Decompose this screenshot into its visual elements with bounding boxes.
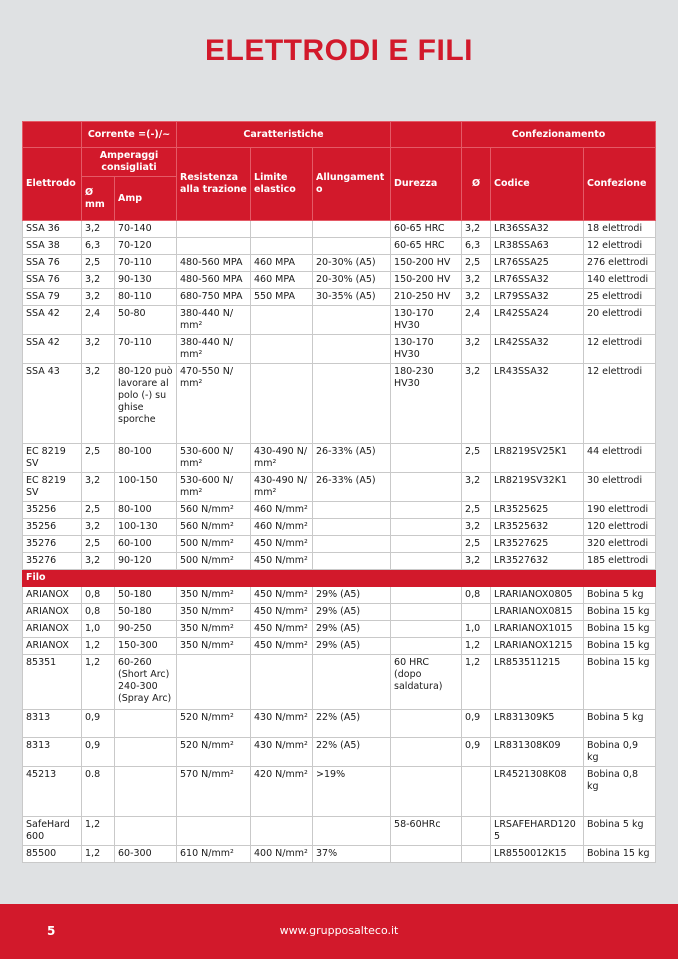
cell-dur: 150-200 HV xyxy=(391,272,462,289)
cell-d: 1,0 xyxy=(82,621,115,638)
cell-conf: Bobina 0,9 kg xyxy=(584,738,656,767)
cell-conf: Bobina 0,8 kg xyxy=(584,767,656,817)
cell-amp: 80-120 può lavorare al polo (-) su ghise sporche xyxy=(115,364,177,444)
cell-cod: LR42SSA24 xyxy=(491,306,584,335)
cell-d2: 3,2 xyxy=(462,473,491,502)
cell-res: 520 N/mm² xyxy=(177,738,251,767)
cell-name: 85351 xyxy=(23,655,82,710)
cell-lim: 460 MPA xyxy=(251,272,313,289)
cell-d2 xyxy=(462,604,491,621)
cell-d2: 3,2 xyxy=(462,519,491,536)
cell-lim: 430 N/mm² xyxy=(251,710,313,738)
cell-conf: Bobina 15 kg xyxy=(584,655,656,710)
cell-dur xyxy=(391,519,462,536)
cell-name: SSA 43 xyxy=(23,364,82,444)
cell-d2 xyxy=(462,817,491,846)
cell-dur: 60-65 HRC xyxy=(391,221,462,238)
cell-d2 xyxy=(462,767,491,817)
cell-lim: 450 N/mm² xyxy=(251,638,313,655)
cell-res xyxy=(177,221,251,238)
cell-name: SSA 36 xyxy=(23,221,82,238)
header-caratteristiche: Caratteristiche xyxy=(177,122,391,148)
cell-all: 26-33% (A5) xyxy=(313,473,391,502)
cell-amp: 80-100 xyxy=(115,502,177,519)
cell-amp: 70-120 xyxy=(115,238,177,255)
header-corrente: Corrente =(-)/~ xyxy=(82,122,177,148)
cell-all: 29% (A5) xyxy=(313,587,391,604)
table-row xyxy=(23,255,656,272)
cell-cod: LR38SSA63 xyxy=(491,238,584,255)
cell-amp xyxy=(115,738,177,767)
cell-name: SSA 38 xyxy=(23,238,82,255)
cell-all: 29% (A5) xyxy=(313,604,391,621)
cell-amp xyxy=(115,710,177,738)
cell-cod: LR43SSA32 xyxy=(491,364,584,444)
cell-conf: 12 elettrodi xyxy=(584,335,656,364)
cell-lim: 430-490 N/ mm² xyxy=(251,444,313,473)
cell-res: 520 N/mm² xyxy=(177,710,251,738)
cell-d2: 1,2 xyxy=(462,655,491,710)
table-row xyxy=(23,238,656,255)
cell-lim xyxy=(251,221,313,238)
cell-conf: Bobina 15 kg xyxy=(584,638,656,655)
cell-dur xyxy=(391,604,462,621)
cell-cod: LR853511215 xyxy=(491,655,584,710)
footer-bar xyxy=(0,904,678,959)
cell-d: 3,2 xyxy=(82,553,115,570)
cell-name: ARIANOX xyxy=(23,604,82,621)
cell-conf: 276 elettrodi xyxy=(584,255,656,272)
cell-conf: Bobina 15 kg xyxy=(584,604,656,621)
cell-lim: 450 N/mm² xyxy=(251,536,313,553)
cell-conf: Bobina 15 kg xyxy=(584,621,656,638)
cell-res: 380-440 N/ mm² xyxy=(177,306,251,335)
table-row xyxy=(23,710,656,738)
table-row xyxy=(23,364,656,444)
cell-all xyxy=(313,655,391,710)
cell-amp: 50-180 xyxy=(115,604,177,621)
cell-name: SSA 76 xyxy=(23,255,82,272)
cell-dur xyxy=(391,473,462,502)
cell-dur: 60 HRC (dopo saldatura) xyxy=(391,655,462,710)
cell-d: 1,2 xyxy=(82,638,115,655)
cell-lim: 460 N/mm² xyxy=(251,502,313,519)
header-empty-2 xyxy=(391,122,462,148)
cell-dur xyxy=(391,536,462,553)
cell-res: 560 N/mm² xyxy=(177,519,251,536)
cell-res xyxy=(177,238,251,255)
cell-lim xyxy=(251,817,313,846)
cell-all xyxy=(313,553,391,570)
cell-all xyxy=(313,502,391,519)
table-row xyxy=(23,335,656,364)
cell-d2: 3,2 xyxy=(462,364,491,444)
cell-name: ARIANOX xyxy=(23,621,82,638)
table-row xyxy=(23,502,656,519)
cell-d2: 0,9 xyxy=(462,738,491,767)
header-elettrodo: Elettrodo xyxy=(23,148,82,221)
cell-res: 560 N/mm² xyxy=(177,502,251,519)
cell-dur xyxy=(391,444,462,473)
cell-amp xyxy=(115,817,177,846)
header-codice: Codice xyxy=(491,148,584,221)
cell-amp: 80-110 xyxy=(115,289,177,306)
header-diam: Ø xyxy=(462,148,491,221)
page-number: 5 xyxy=(47,924,56,938)
filo-section xyxy=(23,570,656,587)
website-link[interactable]: www.grupposalteco.it xyxy=(279,924,399,937)
cell-cod: LRARIANOX0805 xyxy=(491,587,584,604)
table-row xyxy=(23,289,656,306)
cell-dur: 130-170 HV30 xyxy=(391,306,462,335)
cell-conf: 30 elettrodi xyxy=(584,473,656,502)
cell-d2: 3,2 xyxy=(462,335,491,364)
table-row xyxy=(23,767,656,817)
cell-lim: 450 N/mm² xyxy=(251,621,313,638)
table-row xyxy=(23,817,656,846)
cell-res: 350 N/mm² xyxy=(177,638,251,655)
cell-name: 85500 xyxy=(23,846,82,863)
cell-amp: 60-100 xyxy=(115,536,177,553)
section-filo: Filo xyxy=(23,570,656,587)
cell-all xyxy=(313,519,391,536)
cell-conf: 20 elettrodi xyxy=(584,306,656,335)
cell-lim: 450 N/mm² xyxy=(251,587,313,604)
cell-dur: 58-60HRc xyxy=(391,817,462,846)
cell-lim xyxy=(251,335,313,364)
cell-d: 3,2 xyxy=(82,364,115,444)
cell-d: 3,2 xyxy=(82,519,115,536)
cell-d: 0,9 xyxy=(82,710,115,738)
cell-res: 500 N/mm² xyxy=(177,536,251,553)
cell-d: 1,2 xyxy=(82,817,115,846)
page-title: ELETTRODI E FILI xyxy=(205,34,473,67)
cell-lim xyxy=(251,364,313,444)
cell-d2: 2,5 xyxy=(462,255,491,272)
cell-d: 2,5 xyxy=(82,255,115,272)
cell-lim: 450 N/mm² xyxy=(251,604,313,621)
cell-d: 3,2 xyxy=(82,335,115,364)
cell-name: ARIANOX xyxy=(23,587,82,604)
cell-name: EC 8219 SV xyxy=(23,444,82,473)
cell-cod: LR8219SV25K1 xyxy=(491,444,584,473)
cell-res: 610 N/mm² xyxy=(177,846,251,863)
cell-d2: 0,9 xyxy=(462,710,491,738)
cell-dur xyxy=(391,587,462,604)
cell-all: 20-30% (A5) xyxy=(313,272,391,289)
cell-conf: 12 elettrodi xyxy=(584,238,656,255)
cell-res: 350 N/mm² xyxy=(177,621,251,638)
cell-amp xyxy=(115,767,177,817)
cell-d: 2,5 xyxy=(82,502,115,519)
cell-cod: LR76SSA32 xyxy=(491,272,584,289)
table-row xyxy=(23,638,656,655)
table-row xyxy=(23,846,656,863)
cell-d: 0,8 xyxy=(82,604,115,621)
cell-res xyxy=(177,655,251,710)
cell-res: 500 N/mm² xyxy=(177,553,251,570)
cell-d2: 3,2 xyxy=(462,272,491,289)
cell-all: 29% (A5) xyxy=(313,621,391,638)
cell-cod: LRARIANOX1215 xyxy=(491,638,584,655)
header-durezza: Durezza xyxy=(391,148,462,221)
cell-lim: 400 N/mm² xyxy=(251,846,313,863)
cell-lim: 460 N/mm² xyxy=(251,519,313,536)
cell-d2: 0,8 xyxy=(462,587,491,604)
cell-all: 29% (A5) xyxy=(313,638,391,655)
cell-d2: 2,5 xyxy=(462,502,491,519)
header-allungamento: Allungamento xyxy=(313,148,391,221)
cell-cod: LR831308K09 xyxy=(491,738,584,767)
cell-conf: 44 elettrodi xyxy=(584,444,656,473)
header-empty xyxy=(23,122,82,148)
header-amp: Amp xyxy=(115,177,177,221)
table-row xyxy=(23,473,656,502)
cell-cod: LR3525625 xyxy=(491,502,584,519)
cell-d2: 1,2 xyxy=(462,638,491,655)
table-row xyxy=(23,553,656,570)
header-amperaggi: Amperaggi consigliati xyxy=(82,148,177,177)
cell-dur xyxy=(391,553,462,570)
cell-res: 530-600 N/ mm² xyxy=(177,444,251,473)
cell-res: 470-550 N/ mm² xyxy=(177,364,251,444)
cell-amp: 90-120 xyxy=(115,553,177,570)
cell-name: EC 8219 SV xyxy=(23,473,82,502)
cell-all: 20-30% (A5) xyxy=(313,255,391,272)
cell-name: SafeHard 600 xyxy=(23,817,82,846)
cell-dur: 180-230 HV30 xyxy=(391,364,462,444)
cell-res: 350 N/mm² xyxy=(177,604,251,621)
table-row xyxy=(23,272,656,289)
cell-cod: LRARIANOX1015 xyxy=(491,621,584,638)
cell-all xyxy=(313,306,391,335)
table-row xyxy=(23,587,656,604)
cell-d: 3,2 xyxy=(82,221,115,238)
cell-dur: 210-250 HV xyxy=(391,289,462,306)
cell-dur xyxy=(391,767,462,817)
cell-d: 2,4 xyxy=(82,306,115,335)
cell-cod: LR79SSA32 xyxy=(491,289,584,306)
cell-lim: 430 N/mm² xyxy=(251,738,313,767)
cell-dur: 60-65 HRC xyxy=(391,238,462,255)
cell-all xyxy=(313,238,391,255)
cell-lim xyxy=(251,306,313,335)
cell-d2: 3,2 xyxy=(462,221,491,238)
cell-res: 530-600 N/ mm² xyxy=(177,473,251,502)
table-row xyxy=(23,444,656,473)
cell-res: 350 N/mm² xyxy=(177,587,251,604)
cell-amp: 90-250 xyxy=(115,621,177,638)
cell-all xyxy=(313,817,391,846)
cell-d: 1,2 xyxy=(82,655,115,710)
cell-d2: 1,0 xyxy=(462,621,491,638)
cell-dur xyxy=(391,502,462,519)
cell-name: 8313 xyxy=(23,710,82,738)
cell-all xyxy=(313,364,391,444)
header-diam-mm: Ø mm xyxy=(82,177,115,221)
cell-all: 26-33% (A5) xyxy=(313,444,391,473)
cell-d2: 2,5 xyxy=(462,444,491,473)
cell-conf: 140 elettrodi xyxy=(584,272,656,289)
cell-dur xyxy=(391,846,462,863)
cell-lim: 430-490 N/ mm² xyxy=(251,473,313,502)
cell-conf: Bobina 5 kg xyxy=(584,710,656,738)
table-row xyxy=(23,604,656,621)
cell-cod: LR831309K5 xyxy=(491,710,584,738)
cell-cod: LRSAFEHARD1205 xyxy=(491,817,584,846)
cell-name: 35276 xyxy=(23,553,82,570)
cell-lim: 420 N/mm² xyxy=(251,767,313,817)
header-resistenza: Resistenza alla trazione xyxy=(177,148,251,221)
cell-cod: LR36SSA32 xyxy=(491,221,584,238)
cell-all: 22% (A5) xyxy=(313,738,391,767)
cell-name: 8313 xyxy=(23,738,82,767)
cell-d: 0,8 xyxy=(82,587,115,604)
cell-d2 xyxy=(462,846,491,863)
header-limite: Limite elastico xyxy=(251,148,313,221)
cell-conf: 12 elettrodi xyxy=(584,364,656,444)
cell-dur xyxy=(391,621,462,638)
cell-name: 35276 xyxy=(23,536,82,553)
header-confezione: Confezione xyxy=(584,148,656,221)
cell-dur: 150-200 HV xyxy=(391,255,462,272)
cell-d: 0.8 xyxy=(82,767,115,817)
header-confezionamento: Confezionamento xyxy=(462,122,656,148)
cell-d: 3,2 xyxy=(82,272,115,289)
cell-amp: 60-300 xyxy=(115,846,177,863)
cell-res: 480-560 MPA xyxy=(177,255,251,272)
table-row xyxy=(23,738,656,767)
cell-amp: 70-110 xyxy=(115,255,177,272)
cell-name: SSA 79 xyxy=(23,289,82,306)
table-row xyxy=(23,655,656,710)
cell-d2: 6,3 xyxy=(462,238,491,255)
cell-res: 380-440 N/ mm² xyxy=(177,335,251,364)
cell-d2: 2,4 xyxy=(462,306,491,335)
cell-conf: 185 elettrodi xyxy=(584,553,656,570)
cell-name: 35256 xyxy=(23,519,82,536)
cell-conf: 120 elettrodi xyxy=(584,519,656,536)
cell-d: 2,5 xyxy=(82,536,115,553)
cell-amp: 50-180 xyxy=(115,587,177,604)
cell-conf: Bobina 5 kg xyxy=(584,587,656,604)
cell-cod: LR42SSA32 xyxy=(491,335,584,364)
cell-name: 45213 xyxy=(23,767,82,817)
elettrodi-body xyxy=(23,221,656,570)
cell-conf: 18 elettrodi xyxy=(584,221,656,238)
cell-cod: LR3527625 xyxy=(491,536,584,553)
cell-lim: 550 MPA xyxy=(251,289,313,306)
table-row xyxy=(23,536,656,553)
cell-cod: LRARIANOX0815 xyxy=(491,604,584,621)
cell-amp: 80-100 xyxy=(115,444,177,473)
cell-cod: LR3527632 xyxy=(491,553,584,570)
cell-amp: 60-260 (Short Arc) 240-300 (Spray Arc) xyxy=(115,655,177,710)
cell-d: 1,2 xyxy=(82,846,115,863)
cell-amp: 70-110 xyxy=(115,335,177,364)
cell-all xyxy=(313,221,391,238)
cell-d2: 3,2 xyxy=(462,289,491,306)
table-row xyxy=(23,621,656,638)
cell-d: 2,5 xyxy=(82,444,115,473)
product-table xyxy=(22,121,656,863)
cell-cod: LR8550012K15 xyxy=(491,846,584,863)
cell-amp: 100-130 xyxy=(115,519,177,536)
cell-dur xyxy=(391,638,462,655)
table-row xyxy=(23,519,656,536)
cell-name: 35256 xyxy=(23,502,82,519)
cell-d: 3,2 xyxy=(82,289,115,306)
cell-res xyxy=(177,817,251,846)
cell-conf: 190 elettrodi xyxy=(584,502,656,519)
cell-d: 3,2 xyxy=(82,473,115,502)
cell-amp: 50-80 xyxy=(115,306,177,335)
cell-lim: 450 N/mm² xyxy=(251,553,313,570)
product-table-wrapper xyxy=(22,121,655,863)
cell-d2: 3,2 xyxy=(462,553,491,570)
cell-cod: LR3525632 xyxy=(491,519,584,536)
cell-all: 22% (A5) xyxy=(313,710,391,738)
cell-d: 6,3 xyxy=(82,238,115,255)
cell-lim: 460 MPA xyxy=(251,255,313,272)
table-row xyxy=(23,306,656,335)
cell-conf: 25 elettrodi xyxy=(584,289,656,306)
cell-cod: LR76SSA25 xyxy=(491,255,584,272)
cell-amp: 150-300 xyxy=(115,638,177,655)
cell-conf: 320 elettrodi xyxy=(584,536,656,553)
cell-lim xyxy=(251,238,313,255)
cell-conf: Bobina 5 kg xyxy=(584,817,656,846)
cell-d: 0,9 xyxy=(82,738,115,767)
cell-all xyxy=(313,335,391,364)
table-row xyxy=(23,221,656,238)
cell-name: ARIANOX xyxy=(23,638,82,655)
cell-dur xyxy=(391,738,462,767)
filo-body xyxy=(23,587,656,863)
cell-res: 680-750 MPA xyxy=(177,289,251,306)
cell-conf: Bobina 15 kg xyxy=(584,846,656,863)
cell-all: 37% xyxy=(313,846,391,863)
cell-dur: 130-170 HV30 xyxy=(391,335,462,364)
cell-name: SSA 42 xyxy=(23,306,82,335)
cell-d2: 2,5 xyxy=(462,536,491,553)
cell-all: >19% xyxy=(313,767,391,817)
cell-amp: 70-140 xyxy=(115,221,177,238)
cell-amp: 90-130 xyxy=(115,272,177,289)
cell-name: SSA 42 xyxy=(23,335,82,364)
cell-cod: LR4521308K08 xyxy=(491,767,584,817)
cell-all: 30-35% (A5) xyxy=(313,289,391,306)
cell-res: 480-560 MPA xyxy=(177,272,251,289)
cell-name: SSA 76 xyxy=(23,272,82,289)
cell-all xyxy=(313,536,391,553)
cell-cod: LR8219SV32K1 xyxy=(491,473,584,502)
cell-res: 570 N/mm² xyxy=(177,767,251,817)
cell-amp: 100-150 xyxy=(115,473,177,502)
cell-lim xyxy=(251,655,313,710)
cell-dur xyxy=(391,710,462,738)
